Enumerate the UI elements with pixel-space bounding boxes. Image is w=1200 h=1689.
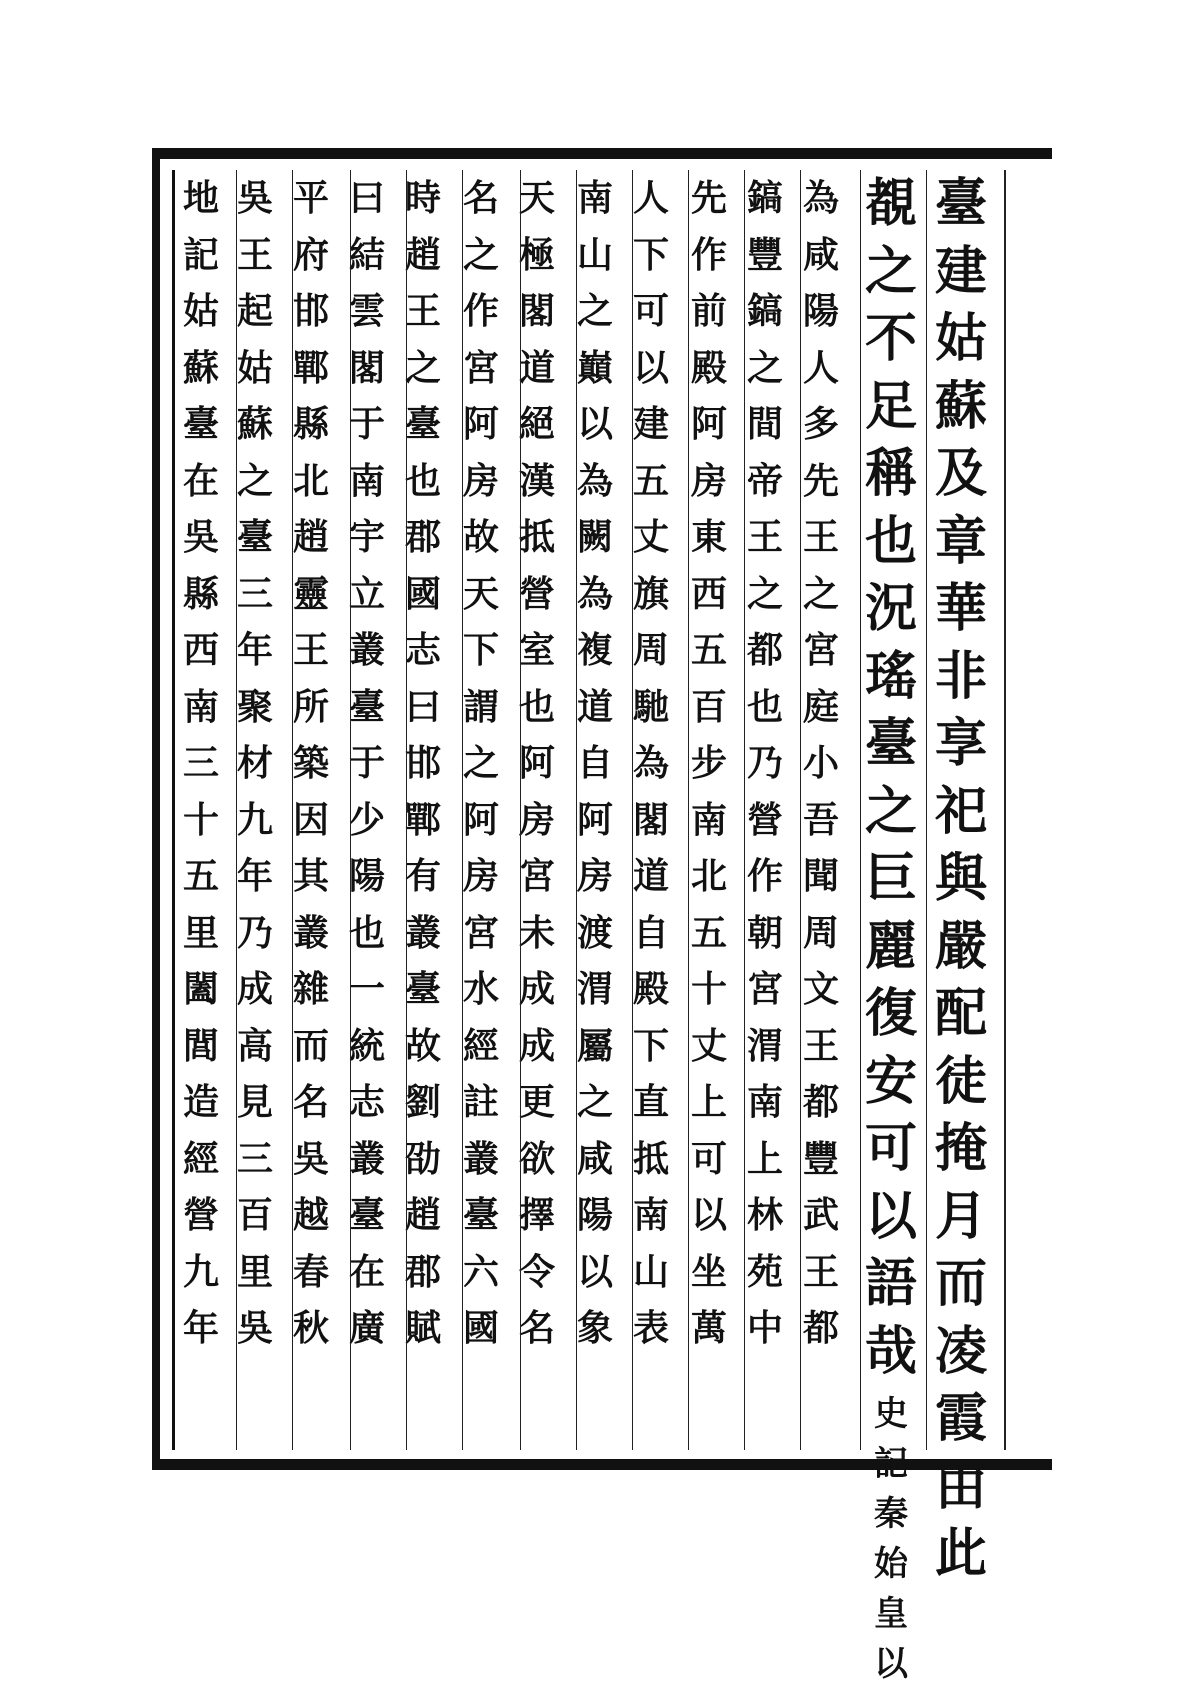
column-2 — [858, 170, 924, 1684]
column-text: 先作前殿阿房東西五百步南北五十丈上可以坐萬 — [690, 177, 727, 1349]
column-text: 鎬豐鎬之間帝王之都也乃營作朝宮渭南上林苑中 — [746, 177, 783, 1349]
column-text: 地記姑蘇臺在吳縣西南三十五里闔閭造經營九年 — [182, 177, 219, 1349]
column-rule — [744, 170, 745, 1450]
column-rule — [236, 170, 237, 1450]
column-rule — [800, 170, 801, 1450]
column-rule — [350, 170, 351, 1450]
column-14 — [174, 170, 228, 1450]
column-rule — [292, 170, 293, 1450]
text-block — [172, 170, 1030, 1684]
column-text: 時趙王之臺也郡國志曰邯鄲有叢臺故劉劭趙郡賦 — [404, 177, 441, 1349]
column-rule — [576, 170, 577, 1450]
column-rule — [520, 170, 521, 1450]
column-text: 名之作宮阿房故天下謂之阿房宮水經註叢臺六國 — [462, 177, 499, 1349]
column-rule — [632, 170, 633, 1450]
column-text: 人下可以建五丈旗周馳為閣道自殿下直抵南山表 — [632, 177, 669, 1349]
column-text: 覩之不足稱也況瑤臺之巨麗復安可以語哉 — [864, 173, 917, 1382]
column-11 — [340, 170, 394, 1450]
column-10 — [396, 170, 450, 1450]
column-text: 吳王起姑蘇之臺三年聚材九年乃成高見三百里吳 — [236, 177, 273, 1349]
column-rule — [406, 170, 407, 1450]
column-8 — [510, 170, 564, 1450]
column-note: 史記秦始皇以 — [874, 1394, 908, 1684]
column-1 — [928, 170, 994, 1584]
column-text: 臺建姑蘇及章華非享祀與嚴配徒掩月而凌霞由此 — [934, 173, 987, 1584]
column-text: 平府邯鄲縣北趙靈王所築因其叢雜而名吳越春秋 — [292, 177, 329, 1349]
column-rule — [688, 170, 689, 1450]
column-3 — [794, 170, 848, 1450]
column-text: 天極閣道絕漢抵營室也阿房宮未成成更欲擇令名 — [518, 177, 555, 1349]
column-rule — [1004, 170, 1006, 1450]
column-text: 曰結雲閣于南宇立叢臺于少陽也一統志叢臺在廣 — [348, 177, 385, 1349]
column-rule — [462, 170, 463, 1450]
column-text: 為咸陽人多先王之宮庭小吾聞周文王都豐武王都 — [802, 177, 839, 1349]
column-rule — [926, 170, 927, 1450]
column-4 — [738, 170, 792, 1450]
column-5 — [682, 170, 736, 1450]
column-rule — [860, 170, 861, 1450]
column-text: 南山之巔以為闕為複道自阿房渡渭屬之咸陽以象 — [576, 177, 613, 1349]
